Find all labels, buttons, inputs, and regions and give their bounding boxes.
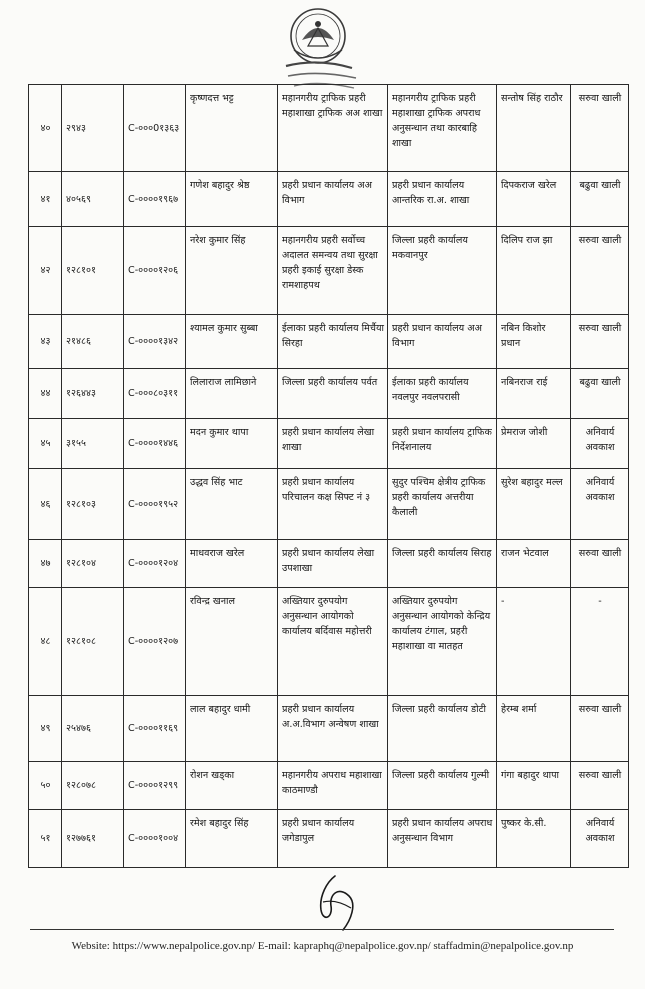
table-row (29, 419, 629, 469)
cell-remarks: सरुवा खाली (571, 540, 629, 588)
cell-name: कृष्णदत्त भट्ट (186, 85, 278, 172)
cell-name: नरेश कुमार सिंह (186, 227, 278, 315)
cell-remarks: बढुवा खाली (571, 369, 629, 419)
cell-name: माधवराज खरेल (186, 540, 278, 588)
cell-number: १२८१०३ (62, 469, 124, 540)
cell-name: मदन कुमार थापा (186, 419, 278, 469)
cell-remarks: सरुवा खाली (571, 762, 629, 810)
cell-remarks: सरुवा खाली (571, 315, 629, 369)
cell-code: C-००००१२९९ (124, 762, 186, 810)
cell-remarks: सरुवा खाली (571, 85, 629, 172)
cell-to: ईलाका प्रहरी कार्यालय नवलपुर नवलपरासी (388, 369, 497, 419)
cell-number: १२८०७८ (62, 762, 124, 810)
footer-contact: Website: https://www.nepalpolice.gov.np/ E-mail: kapraphq@nepalpolice.gov.np/ staffadmin@nepalpolice.gov.np (71, 940, 574, 952)
cell-name: उद्धव सिंह भाट (186, 469, 278, 540)
cell-sn: ५१ (29, 810, 62, 868)
cell-replacement: राजन भेटवाल (497, 540, 571, 588)
cell-to: सुदुर पश्चिम क्षेत्रीय ट्राफिक प्रहरी कार्यालय अत्तरीया कैलाली (388, 469, 497, 540)
transfer-table (28, 84, 629, 868)
cell-code: C-००००१००४ (124, 810, 186, 868)
cell-from: ईलाका प्रहरी कार्यालय मिर्चैया सिरहा (278, 315, 388, 369)
cell-number: १२७७६१ (62, 810, 124, 868)
cell-replacement: हेरम्ब शर्मा (497, 696, 571, 762)
cell-number: १२८१०४ (62, 540, 124, 588)
cell-name: रोशन खड्का (186, 762, 278, 810)
cell-remarks: सरुवा खाली (571, 696, 629, 762)
table-row (29, 762, 629, 810)
cell-sn: ४२ (29, 227, 62, 315)
cell-name: रमेश बहादुर सिंह (186, 810, 278, 868)
cell-remarks: अनिवार्य अवकाश (571, 810, 629, 868)
cell-from: प्रहरी प्रधान कार्यालय परिचालन कक्ष सिफ्ट नं ३ (278, 469, 388, 540)
cell-sn: ४७ (29, 540, 62, 588)
cell-replacement: पुष्कर के.सी. (497, 810, 571, 868)
cell-replacement: प्रेमराज जोशी (497, 419, 571, 469)
table-row (29, 85, 629, 172)
cell-sn: ४९ (29, 696, 62, 762)
cell-from: जिल्ला प्रहरी कार्यालय पर्वत (278, 369, 388, 419)
table-row (29, 369, 629, 419)
government-seal (272, 6, 364, 94)
cell-number: १२६४४३ (62, 369, 124, 419)
cell-sn: ४० (29, 85, 62, 172)
cell-from: प्रहरी प्रधान कार्यालय लेखा शाखा (278, 419, 388, 469)
cell-number: २५४७६ (62, 696, 124, 762)
cell-replacement: - (497, 588, 571, 696)
cell-number: १२८१०१ (62, 227, 124, 315)
cell-from: अख्तियार दुरुपयोग अनुसन्धान आयोगको कार्यालय बर्दिवास महोत्तरी (278, 588, 388, 696)
cell-replacement: सुरेश बहादुर मल्ल (497, 469, 571, 540)
cell-to: प्रहरी प्रधान कार्यालय आन्तरिक रा.अ. शाखा (388, 172, 497, 227)
cell-sn: ५० (29, 762, 62, 810)
cell-from: प्रहरी प्रधान कार्यालय अ.अ.विभाग अन्वेषण शाखा (278, 696, 388, 762)
cell-replacement: गंगा बहादुर थापा (497, 762, 571, 810)
cell-to: प्रहरी प्रधान कार्यालय अअ विभाग (388, 315, 497, 369)
nepal-government-emblem-icon (272, 6, 364, 94)
cell-from: महानगरीय प्रहरी सर्वोच्च अदालत समन्वय तथा सुरक्षा प्रहरी इकाई सुरक्षा डेस्क रामशाहपथ (278, 227, 388, 315)
cell-sn: ४१ (29, 172, 62, 227)
cell-code: C-००००११६९ (124, 696, 186, 762)
cell-to: जिल्ला प्रहरी कार्यालय मकवानपुर (388, 227, 497, 315)
cell-sn: ४३ (29, 315, 62, 369)
cell-replacement: नबिनराज राई (497, 369, 571, 419)
cell-name: लिलाराज लामिछाने (186, 369, 278, 419)
cell-replacement: नबिन किशोर प्रधान (497, 315, 571, 369)
table-row (29, 540, 629, 588)
cell-replacement: दिपकराज खरेल (497, 172, 571, 227)
cell-replacement: दिलिप राज झा (497, 227, 571, 315)
cell-to: जिल्ला प्रहरी कार्यालय डोटी (388, 696, 497, 762)
cell-sn: ४५ (29, 419, 62, 469)
table-row (29, 469, 629, 540)
cell-code: C-००००१४४६ (124, 419, 186, 469)
table-row (29, 696, 629, 762)
cell-code: C-००००१९५२ (124, 469, 186, 540)
cell-to: जिल्ला प्रहरी कार्यालय सिराह (388, 540, 497, 588)
cell-code: C-०००0१३६३ (124, 85, 186, 172)
cell-sn: ४६ (29, 469, 62, 540)
signature-scribble-icon (305, 872, 365, 934)
cell-name: गणेश बहादुर श्रेष्ठ (186, 172, 278, 227)
table-row (29, 588, 629, 696)
cell-remarks: अनिवार्य अवकाश (571, 419, 629, 469)
cell-code: C-०००८०३११ (124, 369, 186, 419)
cell-to: जिल्ला प्रहरी कार्यालय गुल्मी (388, 762, 497, 810)
cell-code: C-००००१९६७ (124, 172, 186, 227)
cell-remarks: अनिवार्य अवकाश (571, 469, 629, 540)
footer-divider (30, 929, 614, 930)
cell-number: २९४३ (62, 85, 124, 172)
cell-number: ३१५५ (62, 419, 124, 469)
cell-from: महानगरीय अपराध महाशाखा काठमाण्डौ (278, 762, 388, 810)
cell-code: C-००००१२०६ (124, 227, 186, 315)
cell-code: C-००००१२०७ (124, 588, 186, 696)
cell-remarks: - (571, 588, 629, 696)
cell-number: ४०५६९ (62, 172, 124, 227)
table-row (29, 227, 629, 315)
cell-from: प्रहरी प्रधान कार्यालय अअ विभाग (278, 172, 388, 227)
cell-code: C-००००१३४२ (124, 315, 186, 369)
cell-name: रविन्द्र खनाल (186, 588, 278, 696)
cell-to: अख्तियार दुरुपयोग अनुसन्धान आयोगको केन्द्रिय कार्यालय टंगाल, प्रहरी महाशाखा वा मातहत (388, 588, 497, 696)
cell-to: प्रहरी प्रधान कार्यालय ट्राफिक निर्देशनालय (388, 419, 497, 469)
cell-remarks: सरुवा खाली (571, 227, 629, 315)
cell-code: C-००००१२०४ (124, 540, 186, 588)
cell-replacement: सन्तोष सिंह राठौर (497, 85, 571, 172)
signature (305, 872, 365, 934)
cell-sn: ४४ (29, 369, 62, 419)
cell-to: प्रहरी प्रधान कार्यालय अपराध अनुसन्धान विभाग (388, 810, 497, 868)
cell-number: २१४८६ (62, 315, 124, 369)
cell-sn: ४८ (29, 588, 62, 696)
cell-name: श्यामल कुमार सुब्बा (186, 315, 278, 369)
table-row (29, 810, 629, 868)
cell-name: लाल बहादुर धामी (186, 696, 278, 762)
cell-number: १२८१०८ (62, 588, 124, 696)
table-row (29, 172, 629, 227)
cell-from: महानगरीय ट्राफिक प्रहरी महाशाखा ट्राफिक अअ शाखा (278, 85, 388, 172)
cell-remarks: बढुवा खाली (571, 172, 629, 227)
cell-from: प्रहरी प्रधान कार्यालय लेखा उपशाखा (278, 540, 388, 588)
cell-to: महानगरीय ट्राफिक प्रहरी महाशाखा ट्राफिक अपराध अनुसन्धान तथा कारबाहि शाखा (388, 85, 497, 172)
table-row (29, 315, 629, 369)
cell-from: प्रहरी प्रधान कार्यालय जगेडापुल (278, 810, 388, 868)
